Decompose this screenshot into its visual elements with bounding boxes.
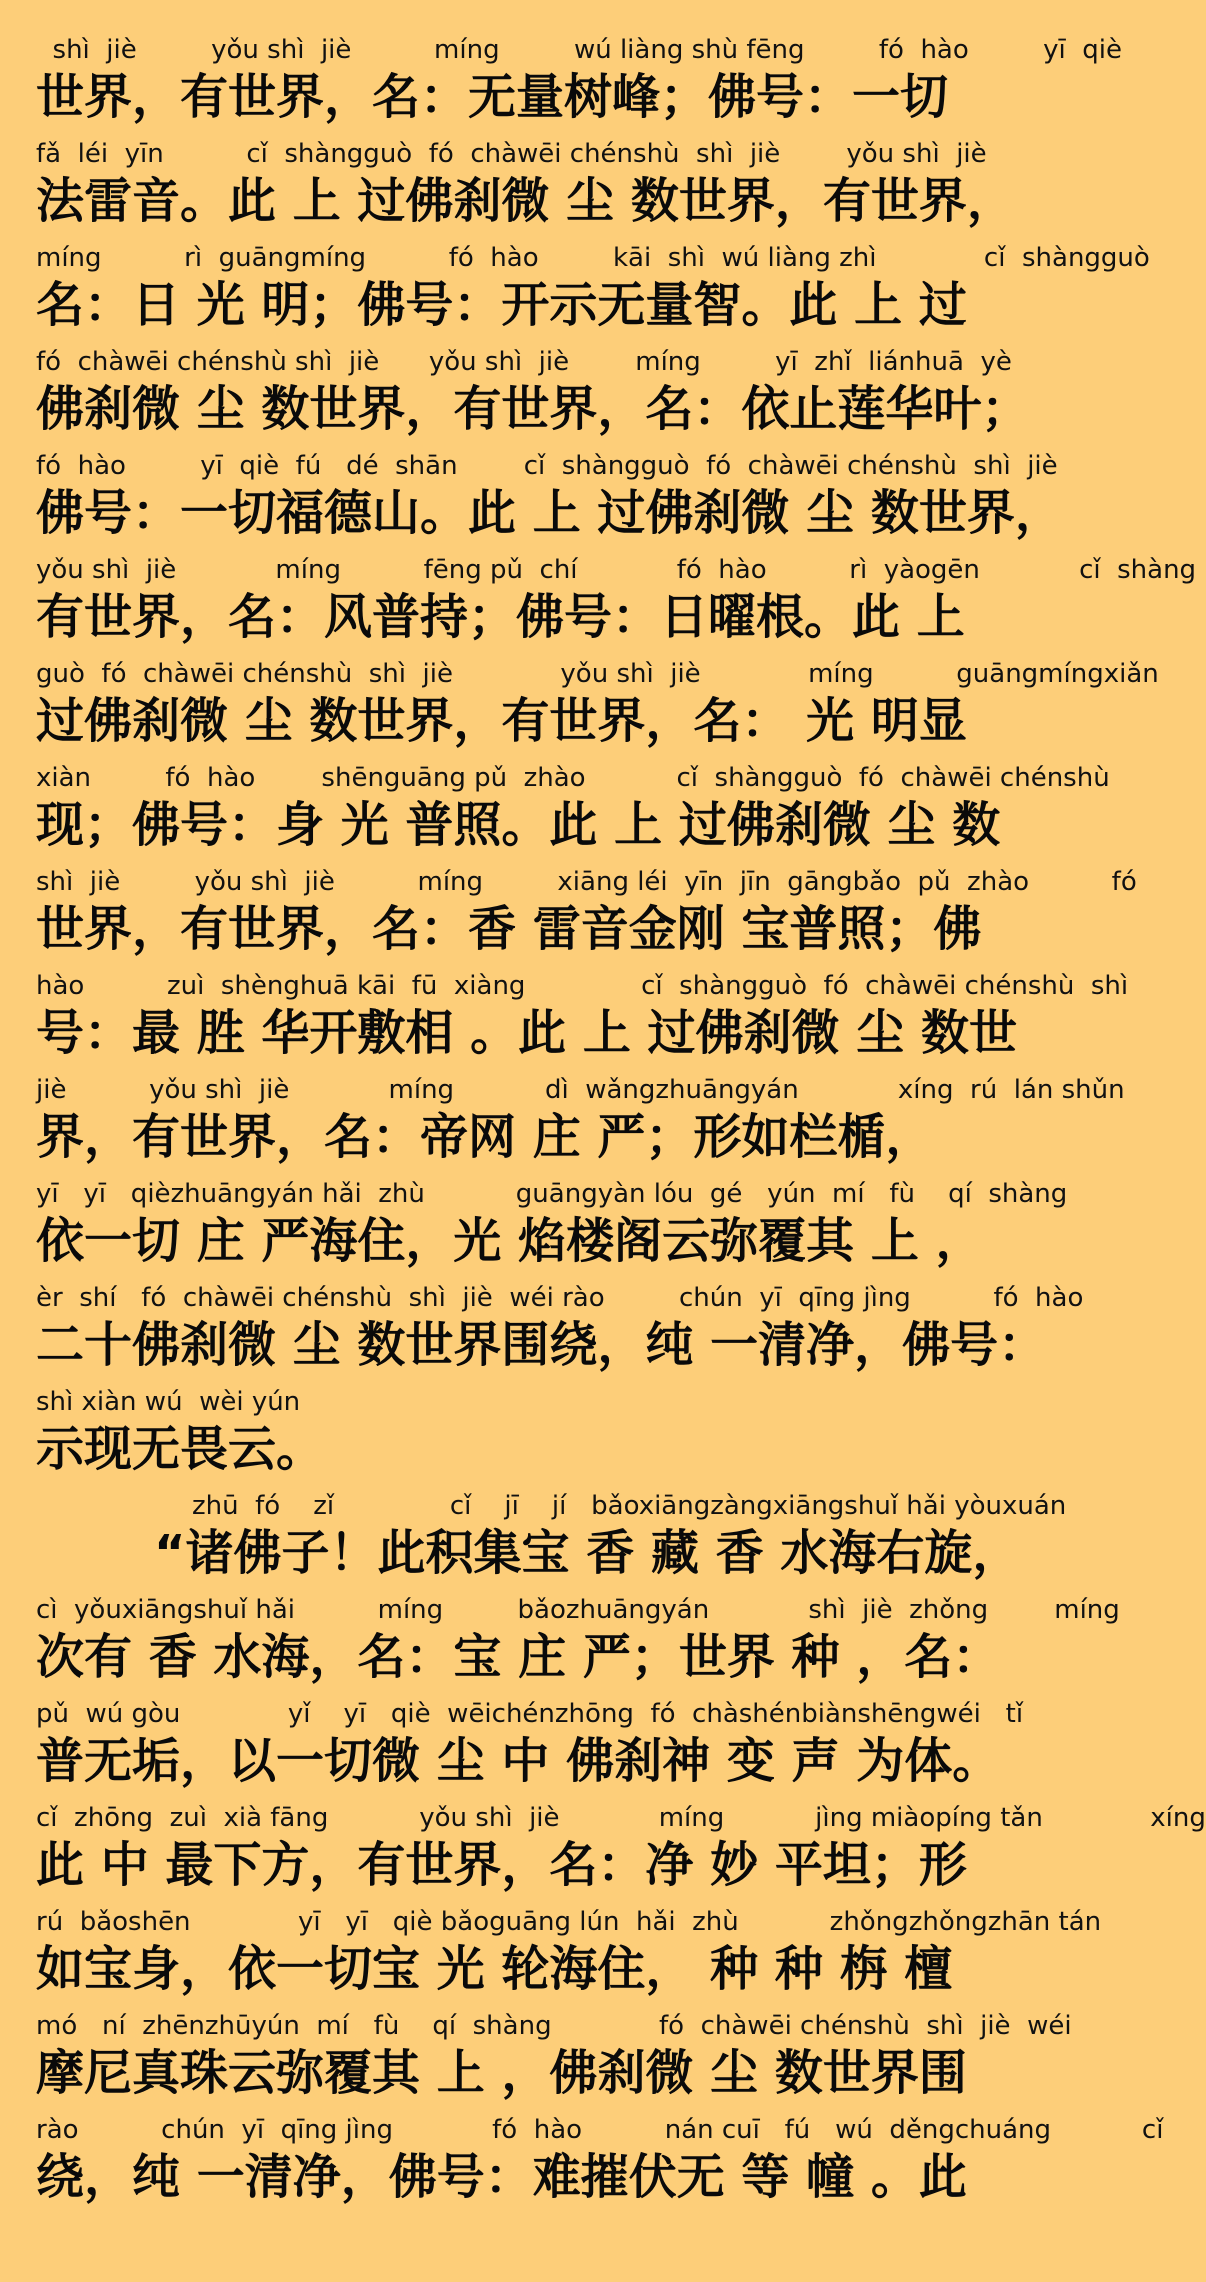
text-line: [36, 1904, 1102, 2008]
pinyin-annotation: yī yī qièzhuāngyán hǎi zhù guāngyàn lóu gé yún mí fù qí shàng: [36, 1179, 1068, 1209]
text-line: [36, 552, 1197, 656]
pinyin-annotation: shì jiè yǒu shì jiè míng xiāng léi yīn jīn gāngbǎo pǔ zhào fó: [36, 867, 1137, 897]
text-line: [36, 968, 1129, 1072]
hanzi-text: 有世界，名：风普持；佛号：日曜根。此 上: [36, 589, 965, 645]
hanzi-text: “诸佛子！此积集宝 香 藏 香 水海右旋，: [154, 1525, 1021, 1581]
pinyin-annotation: cì yǒuxiāngshuǐ hǎi míng bǎozhuāngyán shì jiè zhǒng míng: [36, 1595, 1120, 1625]
hanzi-text: 此 中 最下方，有世界，名：净 妙 平坦；形: [36, 1837, 967, 1893]
text-line: [36, 1384, 1050, 1488]
pinyin-annotation: míng rì guāngmíng fó hào kāi shì wú liàng zhì cǐ shàngguò: [36, 243, 1150, 273]
pinyin-annotation: pǔ wú gòu yǐ yī qiè wēichénzhōng fó chàshénbiànshēngwéi tǐ: [36, 1699, 1024, 1729]
hanzi-text: 示现无畏云。: [36, 1421, 325, 1477]
hanzi-text: 佛号：一切福德山。此 上 过佛刹微 尘 数世界，: [36, 485, 1063, 541]
text-line: [36, 1488, 1067, 1592]
text-line: [36, 1696, 1050, 1800]
text-line: [36, 2112, 1164, 2216]
text-line: [36, 864, 1137, 968]
pinyin-annotation: rào chún yī qīng jìng fó hào nán cuī fú wú děngchuáng cǐ: [36, 2115, 1164, 2145]
hanzi-text: 界，有世界，名：帝网 庄 严；形如栏楯，: [36, 1109, 934, 1165]
pinyin-annotation: èr shí fó chàwēi chénshù shì jiè wéi rào chún yī qīng jìng fó hào: [36, 1283, 1084, 1313]
pinyin-annotation: fǎ léi yīn cǐ shàngguò fó chàwēi chénshù shì jiè yǒu shì jiè: [36, 139, 987, 169]
pinyin-annotation: mó ní zhēnzhūyún mí fù qí shàng fó chàwēi chénshù shì jiè wéi: [36, 2011, 1072, 2041]
pinyin-annotation: jiè yǒu shì jiè míng dì wǎngzhuāngyán xíng rú lán shǔn: [36, 1075, 1125, 1105]
pinyin-annotation: hào zuì shènghuā kāi fū xiàng cǐ shàngguò fó chàwēi chénshù shì: [36, 971, 1129, 1001]
hanzi-text: 法雷音。此 上 过佛刹微 尘 数世界，有世界，: [36, 173, 1015, 229]
text-line: [36, 1280, 1084, 1384]
text-line: [36, 344, 1050, 448]
pinyin-annotation: fó hào yī qiè fú dé shān cǐ shàngguò fó chàwēi chénshù shì jiè: [36, 451, 1058, 481]
hanzi-text: 名：日 光 明；佛号：开示无量智。此 上 过: [36, 277, 967, 333]
hanzi-text: 世界，有世界，名：无量树峰；佛号：一切: [36, 69, 949, 125]
pinyin-annotation: fó chàwēi chénshù shì jiè yǒu shì jiè míng yī zhǐ liánhuā yè: [36, 347, 1012, 377]
hanzi-text: 现；佛号：身 光 普照。此 上 过佛刹微 尘 数: [36, 797, 1001, 853]
pinyin-annotation: guò fó chàwēi chénshù shì jiè yǒu shì jiè míng guāngmíngxiǎn: [36, 659, 1159, 689]
text-line: [36, 656, 1159, 760]
pinyin-annotation: shì jiè yǒu shì jiè míng wú liàng shù fēng fó hào yī qiè: [36, 35, 1123, 65]
hanzi-text: 佛刹微 尘 数世界，有世界，名：依止莲华叶；: [36, 381, 1030, 437]
hanzi-text: 普无垢，以一切微 尘 中 佛刹神 变 声 为体。: [36, 1733, 1001, 1789]
hanzi-text: 二十佛刹微 尘 数世界围绕，纯 一清净，佛号：: [36, 1317, 1047, 1373]
hanzi-text: 过佛刹微 尘 数世界，有世界，名： 光 明显: [36, 693, 967, 749]
pinyin-annotation: cǐ zhōng zuì xià fāng yǒu shì jiè míng jìng miàopíng tǎn xíng: [36, 1803, 1206, 1833]
text-line: [36, 760, 1110, 864]
pinyin-annotation: xiàn fó hào shēnguāng pǔ zhào cǐ shàngguò fó chàwēi chénshù: [36, 763, 1110, 793]
hanzi-text: 如宝身，依一切宝 光 轮海住， 种 种 栴 檀: [36, 1941, 953, 1997]
hanzi-text: 摩尼真珠云弥覆其 上 ，佛刹微 尘 数世界围: [36, 2045, 967, 2101]
text-line: [36, 2008, 1072, 2112]
text-line: [36, 448, 1063, 552]
pinyin-annotation: zhū fó zǐ cǐ jī jí bǎoxiāngzàngxiāngshuǐ hǎi yòuxuán: [192, 1491, 1067, 1521]
text-line: [36, 1072, 1125, 1176]
pinyin-annotation: shì xiàn wú wèi yún: [36, 1387, 301, 1417]
hanzi-text: 依一切 庄 严海住，光 焰楼阁云弥覆其 上 ，: [36, 1213, 984, 1269]
hanzi-text: 号：最 胜 华开敷相 。此 上 过佛刹微 尘 数世: [36, 1005, 1017, 1061]
hanzi-text: 次有 香 水海，名：宝 庄 严；世界 种 ，名：: [36, 1629, 1001, 1685]
text-line: [36, 1800, 1206, 1904]
text-line: [36, 32, 1123, 136]
text-line: [36, 1176, 1068, 1280]
hanzi-text: 世界，有世界，名：香 雷音金刚 宝普照；佛: [36, 901, 982, 957]
pinyin-annotation: yǒu shì jiè míng fēng pǔ chí fó hào rì yàogēn cǐ shàng: [36, 555, 1197, 585]
hanzi-text: 绕，纯 一清净，佛号：难摧伏无 等 幢 。此: [36, 2149, 967, 2205]
text-line: [36, 240, 1150, 344]
pinyin-annotation: rú bǎoshēn yī yī qiè bǎoguāng lún hǎi zhù zhǒngzhǒngzhān tán: [36, 1907, 1102, 1937]
text-line: [36, 1592, 1120, 1696]
text-line: [36, 136, 1050, 240]
